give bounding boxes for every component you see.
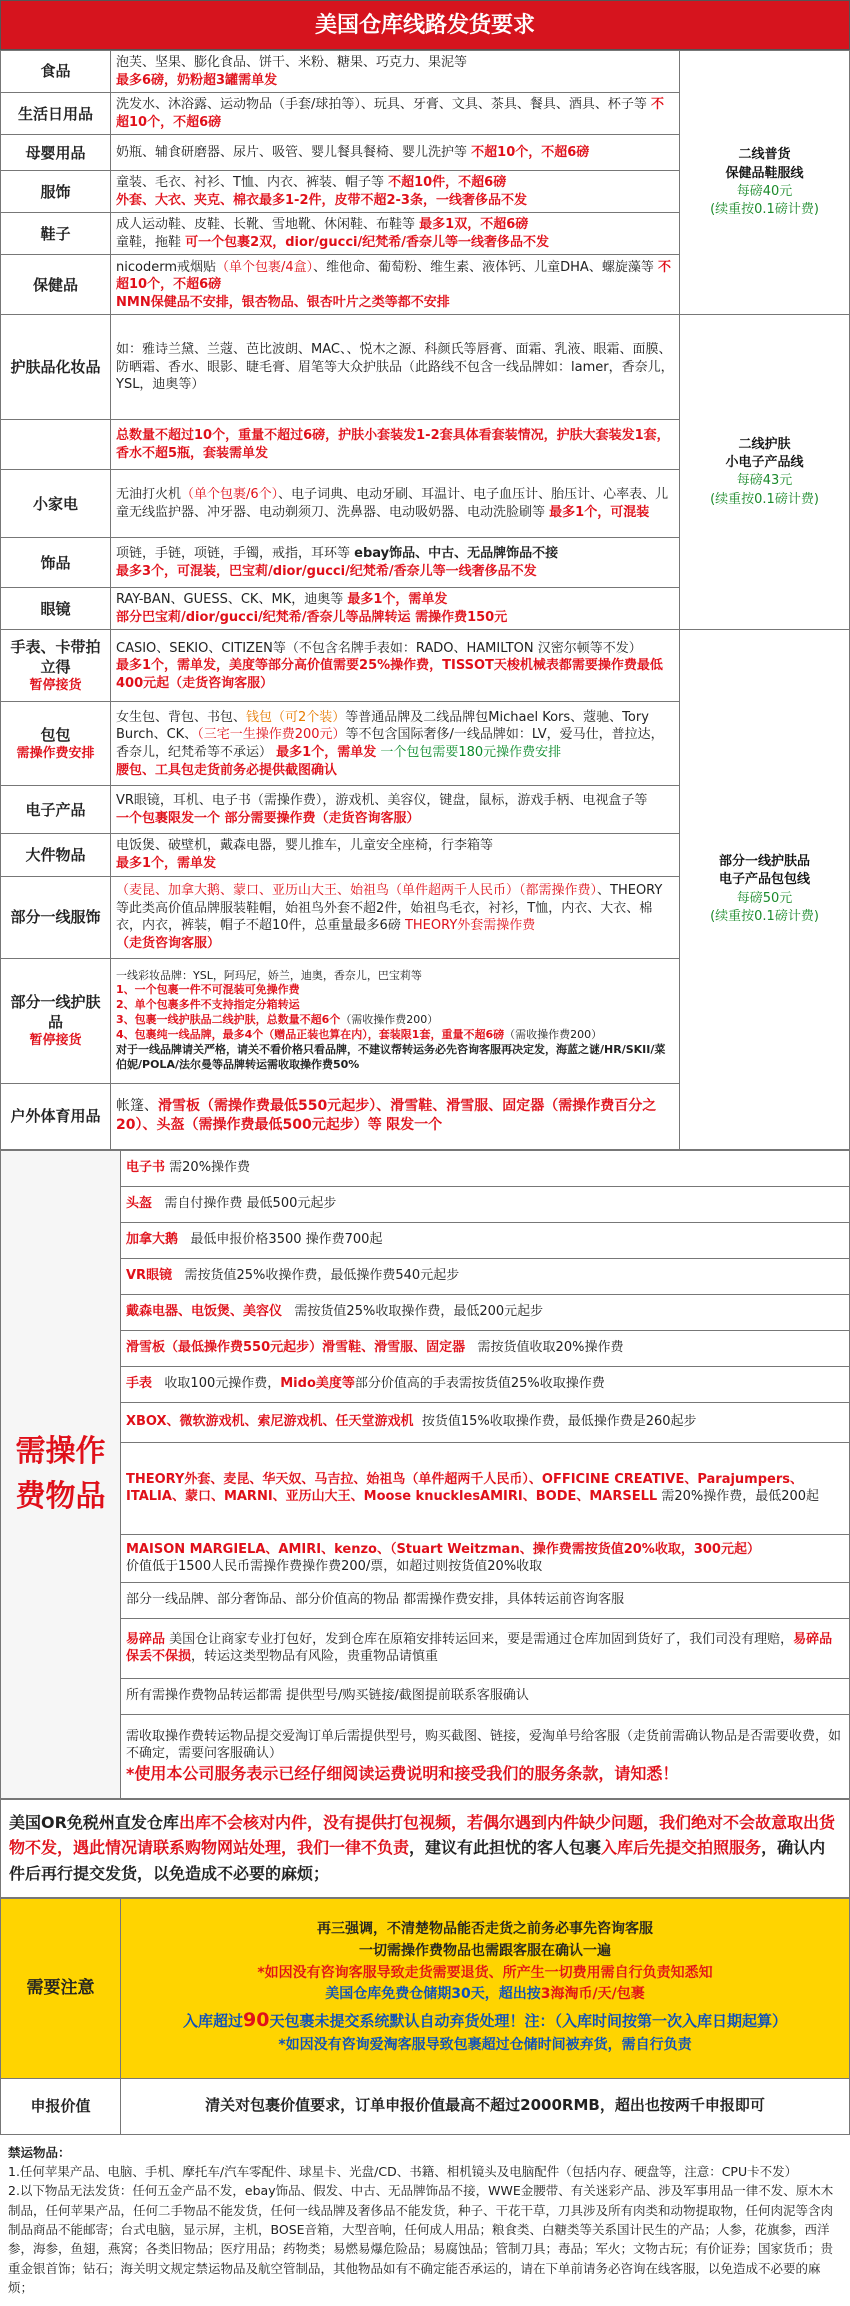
fee-desc-2: 部分价值高的手表需按货值25%收取操作费 <box>354 1376 605 1392</box>
category-label-empty <box>1 420 111 470</box>
fee-desc: 价值低于1500人民币需操作费操作费200/票，如超过则按货值20%收取 <box>126 1559 543 1575</box>
attention-line: 入库超过 <box>183 2011 244 2030</box>
rule-limit: 最多1双，不超6磅 <box>419 217 529 233</box>
fee-row <box>1 1582 850 1618</box>
fee-desc: 需20%操作费 <box>169 1160 251 1176</box>
line-price-note: (续重按0.1磅计费) <box>710 908 819 924</box>
rule-text-3: 等不包含国际奢侈/一线品牌如：LV，爱马仕，普拉达，香奈儿，纪梵希等不承运） <box>116 727 664 760</box>
category-label: 电子产品 <box>1 786 111 834</box>
rule-text: 童装、毛衣、衬衫、T恤、内衣、裤装、帽子等 <box>116 175 384 191</box>
notice-part: 遇此情况请联系购物网站处理，我们一律不负责 <box>73 1838 410 1858</box>
category-status: 暂停接货 <box>29 1033 82 1049</box>
fee-desc: 需自付操作费 最低500元起步 <box>164 1196 337 1212</box>
fee-warning: 易碎品保丢不保损 <box>126 1631 833 1665</box>
fee-desc: 需按货值25%收操作费，最低操作费540元起步 <box>184 1268 460 1284</box>
category-label: 小家电 <box>1 470 111 538</box>
fee-table <box>0 1150 850 1799</box>
rule-limit: 最多1个，需单发，美度等部分高价值需要25%操作费，TISSOT天梭机械表都需要操作费最低400元起（走货咨询客服） <box>116 658 663 691</box>
notice-text <box>1 1799 850 1897</box>
rule-limit: 不超10个，不超6磅 <box>116 259 671 293</box>
declare-row <box>1 2078 850 2134</box>
banned-line: 1.任何苹果产品、电脑、手机、摩托车/汽车零配件、球星卡、光盘/CD、书籍、相机镜头及电脑配件（包括内存、硬盘等，注意：CPU卡不发） <box>8 2163 798 2179</box>
line-price-note: (续重按0.1磅计费) <box>710 201 819 217</box>
rule-limit: 一个包裹限发一个 <box>116 810 221 826</box>
fee-item: 手表 <box>126 1376 153 1392</box>
fee-desc: 所有需操作费物品转运都需 提供型号/购买链接/截图提前联系客服确认 <box>126 1688 529 1704</box>
rule-item-4-fee: （需收操作费200） <box>504 1027 603 1041</box>
rule-item-1: 1、一个包裹一件不可混装可免操作费 <box>116 983 300 997</box>
category-label: 户外体育用品 <box>1 1083 111 1149</box>
fee-row <box>1 1294 850 1330</box>
rule-text: RAY-BAN、GUESS、CK、MK，迪奥等 <box>116 592 344 608</box>
rule-limit: 限发一个 <box>386 1117 443 1134</box>
category-label: 眼镜 <box>1 588 111 630</box>
rule-wallet: 钱包（可2个装） <box>246 709 346 725</box>
rule-exclusion: ebay饰品、中古、无品牌饰品不接 <box>354 546 559 562</box>
shipping-line-3 <box>680 630 850 1149</box>
fee-section-label: 需操作费物品 <box>1 1150 121 1798</box>
fee-desc: 部分一线品牌、部分奢饰品、部分价值高的物品 都需操作费安排，具体转运前咨询客服 <box>126 1592 625 1608</box>
row-watch <box>1 630 850 702</box>
rule-limit: 不超10个，不超6磅 <box>116 97 665 130</box>
attention-table <box>0 1898 850 2135</box>
attention-text <box>121 1898 850 2078</box>
category-label: 护肤品化妆品 <box>1 315 111 420</box>
notice-row <box>1 1799 850 1897</box>
rule-limit: 最多1个，需单发 <box>347 592 448 608</box>
banned-section <box>0 2135 850 2306</box>
fee-desc: 需20%操作费，最低200起 <box>661 1489 820 1505</box>
rule-text: 电饭煲、破壁机，戴森电器，婴儿推车，儿童安全座椅，行李箱等 <box>116 838 494 854</box>
category-label: 保健品 <box>1 255 111 315</box>
fee-item: 戴森电器、电饭煲、美容仪 <box>126 1304 283 1320</box>
fee-item: 加拿大鹅 <box>126 1232 179 1248</box>
fee-brand: Mido美度等 <box>280 1376 355 1392</box>
category-label <box>1 630 111 702</box>
fee-desc: 需按货值收取20%操作费 <box>477 1340 624 1356</box>
rule-fee: THEORY外套需操作费 <box>404 918 536 934</box>
rule-fee-note: （三宅一生操作费200元） <box>197 727 346 743</box>
row-food <box>1 51 850 93</box>
rule-limit: 最多1个，需单发 <box>116 856 217 872</box>
rule-note: 腰包、工具包走货前务必提供截图确认 <box>116 762 338 778</box>
attention-days: 90 <box>243 2008 270 2031</box>
category-name: 部分一线护肤品 <box>10 992 101 1031</box>
rule-note: 外套、大衣、夹克、棉衣最多1-2件，皮带不超2-3条，一线奢侈品不发 <box>116 192 527 208</box>
rule-text-2: 、电子词典、电动牙刷、耳温计、电子血压计、胎压计、心率表、儿童无线监护器、冲牙器、电动剃须刀、洗鼻器、电动吸奶器、电动洗脸刷等 <box>116 487 669 520</box>
category-label: 服饰 <box>1 171 111 213</box>
rule-text: 、THEORY等此类高价值品牌服装鞋帽，始祖鸟外套不超2件，始祖鸟毛衣，衬衫，T恤，内衣、大衣、棉衣，内衣，裤装，帽子不超10件，总重量最多6磅 <box>116 882 663 934</box>
fee-row <box>1 1618 850 1678</box>
fee-item: 头盔 <box>126 1196 153 1212</box>
fee-row <box>1 1222 850 1258</box>
fee-row <box>1 1330 850 1366</box>
row-skincare <box>1 315 850 420</box>
attention-row <box>1 1898 850 2078</box>
rule-limit: 最多6磅，奶粉超3罐需单发 <box>116 72 278 88</box>
attention-line: *如因没有咨询客服导致走货需要退货、所产生一切费用需自行负责知悉知 <box>257 1964 713 1981</box>
rule-brands: （麦昆、加拿大鹅、蒙口、亚历山大王、始祖鸟（单件超两千人民币）（都需操作费） <box>116 882 598 898</box>
notice-part: 美国OR免税州直发仓库 <box>9 1812 179 1832</box>
rule-limit: 最多3个，可混装，巴宝莉/dior/gucci/纪梵希/香奈儿等一线奢侈品不发 <box>116 563 537 579</box>
rule-text: nicoderm戒烟贴 <box>116 259 216 275</box>
rule-text: 成人运动鞋、皮鞋、长靴、雪地靴、休闲鞋、布鞋等 <box>116 217 416 233</box>
line-price-note: (续重按0.1磅计费) <box>710 491 819 507</box>
line-subname: 保健品鞋服线 <box>725 165 804 181</box>
fee-desc: 收取100元操作费， <box>164 1376 281 1392</box>
fee-row <box>1 1402 850 1442</box>
rule-qty: （单个包裹/4盒） <box>215 259 314 275</box>
banned-line: 2.以下物品无法发货：任何五金产品不发，ebay饰品、假发、中古、无品牌饰品不接，WWE金腰带、有关迷彩产品、涉及军事用品一律不发、原木木制品，任何苹果产品，任何二手物品不能发货，任何一线品牌及奢侈品不能发货，种子、干花干草，刀具涉及所有肉类和动物提取物，任何肉泥等含肉制品商品不能邮寄；台式电脑，显示屏，主机，BOSE音箱，大型音响，任何成人用品；粮食类、白糖类等关系国计民生的产品；人参，花旗参，西洋参，海参，鱼翅，燕窝；各类旧物品；医疗用品；药物类；易燃易爆危险品；易腐蚀品；管制刀具；毒品；军火；文物古玩；有价证券；国家货币；贵重金银首饰；钻石；海关明文规定禁运物品及航空管制品，其他物品如有不确定能否承运的，请在下单前请务必咨询在线客服，以免造成不必要的麻烦； <box>8 2183 834 2296</box>
notice-part: 出库不会核对内件，没有提供打包视频，若偶尔遇到内件缺少问题，我们绝对不会故意取出货物不发， <box>9 1812 835 1858</box>
rule-text-2: 等普通品牌及二线品牌包Michael Kors、蔻驰、Tory Burch、CK、 <box>116 709 649 743</box>
line-subname: 小电子产品线 <box>725 455 804 471</box>
rule-fee: 一个包包需要180元操作费安排 <box>380 744 562 760</box>
notice-part: ，确认内件后再行提交发货，以免造成不必要的麻烦； <box>9 1838 826 1883</box>
rule-text: CASIO、SEKIO、CITIZEN等（不包含名牌手表如：RADO、HAMILTON 汉密尔顿等不发） <box>116 640 642 656</box>
line-name: 二线普货 <box>738 147 791 163</box>
category-label: 鞋子 <box>1 213 111 255</box>
fee-desc: 按货值15%收取操作费，最低操作费是260起步 <box>421 1414 697 1430</box>
fee-desc: 最低申报价格3500 操作费700起 <box>190 1232 383 1248</box>
category-label: 母婴用品 <box>1 135 111 171</box>
fee-desc-2: ，转运这类型物品有风险，贵重物品请慎重 <box>191 1649 439 1665</box>
category-label: 食品 <box>1 51 111 93</box>
fee-desc: 需收取操作费转运物品提交爱淘订单后需提供型号，购买截图、链接，爱淘单号给客服（走货前需确认物品是否需要收费，如不确定，需要问客服确认） <box>126 1728 842 1762</box>
rule-text: 洗发水、沐浴露、运动物品（手套/球拍等）、玩具、牙膏、文具、茶具、餐具、酒具、杯子等 <box>116 97 647 113</box>
fee-item: 易碎品 <box>126 1631 166 1647</box>
rule-fee: 需操作费150元 <box>415 609 508 625</box>
line-name: 部分一线护肤品 <box>718 854 810 870</box>
fee-item: MAISON MARGIELA、AMIRI、kenzo、（Stuart Weitzman、操作费需按货值20%收取，300元起） <box>126 1541 760 1557</box>
rule-note: （走货咨询客服） <box>116 935 221 951</box>
rule-note: 部分巴宝莉/dior/gucci/纪梵希/香奈儿等品牌转运 <box>116 609 411 625</box>
rule-note: 可一个包裹2双，dior/gucci/纪梵希/香奈儿等一线奢侈品不发 <box>185 234 549 250</box>
category-label: 部分一线服饰 <box>1 876 111 958</box>
fee-row <box>1 1442 850 1534</box>
attention-line: *如因没有咨询爱淘客服导致包裹超过仓储时间被弃货，需自行负责 <box>278 2037 692 2054</box>
line-price: 每磅50元 <box>736 890 793 906</box>
rule-text: 帐篷、 <box>116 1098 158 1115</box>
rule-limit: 不超10件，不超6磅 <box>388 175 507 191</box>
fee-row <box>1 1366 850 1402</box>
fee-row <box>1 1186 850 1222</box>
fee-row <box>1 1714 850 1798</box>
rule-text: 女生包、背包、书包、 <box>116 709 247 725</box>
notice-part: 入库后先提交拍照服务 <box>601 1838 762 1858</box>
fee-row <box>1 1150 850 1186</box>
rule-text-2: 童鞋，拖鞋 <box>116 234 182 250</box>
line-price: 每磅40元 <box>736 183 793 199</box>
category-label <box>1 958 111 1083</box>
rule-note: 对于一线品牌请关严格，请关不看价格只看品牌，不建议帮转运务必先咨询客服再决定发，海蓝之谜/HR/SKII/菜伯妮/POLA/法尔曼等品牌转运需收取操作费50% <box>116 1042 666 1071</box>
fee-desc: 需按货值25%收取操作费，最低200元起步 <box>294 1304 544 1320</box>
line-subname: 电子产品包包线 <box>718 872 810 888</box>
rule-text: 泡芙、坚果、膨化食品、饼干、米粉、糖果、巧克力、果泥等 <box>116 55 468 70</box>
category-label <box>1 702 111 786</box>
attention-line: 再三强调，不清楚物品能否走货之前务必事先咨询客服 <box>317 1921 653 1938</box>
rule-text: 一线彩妆品牌：YSL，阿玛尼，娇兰，迪奥，香奈儿，巴宝莉等 <box>116 968 422 982</box>
rule-text: 如：雅诗兰黛、兰蔻、芭比波朗、MAC、、悦木之源、科颜氏等唇膏、面霜、乳液、眼霜、面膜、防晒霜、香水、眼影、睫毛膏、眉笔等大众护肤品（此路线不包含一线品牌如：lamer，香奈儿，YSL，迪奥等） <box>116 342 674 393</box>
fee-item: THEORY外套、麦昆、华天奴、马吉拉、始祖鸟（单件超两千人民币）、OFFICINE CREATIVE、Parajumpers、ITALIA、蒙口、MARNI、亚历山大王、Moose knucklesAMIRI、BODE、MARSELL <box>126 1471 803 1505</box>
notice-table <box>0 1799 850 1898</box>
rule-note: NMN保健品不安排，银杏物品、银杏叶片之类等都不安排 <box>116 294 450 310</box>
line-price: 每磅43元 <box>736 473 793 489</box>
category-label: 大件物品 <box>1 834 111 876</box>
attention-line: 一切需操作费物品也需跟客服在确认一遍 <box>359 1942 611 1959</box>
fee-desc: 美国仓让商家专业打包好，发到仓库在原箱安排转运回来，要是需通过仓库加固到货好了，我们司没有理赔， <box>169 1631 794 1647</box>
category-name: 包包 <box>40 726 71 745</box>
category-table <box>0 50 850 1150</box>
category-name: 手表、卡带拍立得 <box>10 637 101 677</box>
attention-line: 美国仓库免费仓储期30天，超出按 <box>325 1986 541 2003</box>
fee-item: 电子书 <box>126 1160 166 1176</box>
rule-text: 无油打火机 <box>116 487 182 503</box>
rule-item-4: 4、包裹纯一线品牌，最多4个（赠品正装也算在内），套装限1套，重量不超6磅 <box>116 1027 505 1041</box>
rule-limit: 最多1个，需单发 <box>276 744 377 760</box>
rule-item-3-fee: （需收操作费200） <box>340 1013 439 1027</box>
fee-item: VR眼镜 <box>126 1268 173 1284</box>
rule-fee: 滑雪板（需操作费最低550元起步）、滑雪鞋、滑雪服、固定器（需操作费百分之20）、头盔（需操作费最低500元起步）等 <box>116 1098 657 1134</box>
rule-limit: 总数量不超过10个，重量不超过6磅，护肤小套装发1-2套具体看套装情况，护肤大套装发1套，香水不超5瓶，套装需单发 <box>111 420 680 470</box>
attention-label: 需要注意 <box>1 1898 121 2078</box>
fee-item: 滑雪板（最低操作费550元起步）滑雪鞋、滑雪服、固定器 <box>126 1340 466 1356</box>
category-status: 需操作费安排 <box>16 746 95 762</box>
rule-qty: （单个包裹/6个） <box>181 487 279 503</box>
rule-item-2: 2、单个包裹多件不支持指定分箱转运 <box>116 998 300 1012</box>
fee-item: XBOX、微软游戏机、索尼游戏机、任天堂游戏机 <box>126 1414 414 1430</box>
fee-row <box>1 1258 850 1294</box>
page-title: 美国仓库线路发货要求 <box>0 0 850 50</box>
rule-limit: 最多1个，可混装 <box>549 504 650 520</box>
rule-text-2: 、维他命、葡萄粉、维生素、液体钙、儿童DHA、螺旋藻等 <box>313 259 654 275</box>
shipping-line-1 <box>680 51 850 315</box>
fee-row <box>1 1678 850 1714</box>
fee-row <box>1 1534 850 1582</box>
rule-text: VR眼镜，耳机、电子书（需操作费），游戏机、美容仪，键盘，鼠标，游戏手柄、电视盒子等 <box>116 793 648 809</box>
shipping-line-2 <box>680 315 850 630</box>
banned-title: 禁运物品： <box>8 2144 71 2160</box>
line-name: 二线护肤 <box>738 437 791 453</box>
category-label: 饰品 <box>1 538 111 588</box>
rule-text: 奶瓶、辅食研磨器、尿片、吸管、婴儿餐具餐椅、婴儿洗护等 <box>116 144 468 160</box>
category-status: 暂停接货 <box>29 678 82 694</box>
rule-note: 部分需要操作费（走货咨询客服） <box>224 810 420 826</box>
fee-terms-note: *使用本公司服务表示已经仔细阅读运费说明和接受我们的服务条款，请知悉！ <box>126 1763 679 1783</box>
rule-text: 项链，手链，项链，手镯，戒指，耳环等 <box>116 546 351 562</box>
rule-item-3: 3、包裹一线护肤品二线护肤，总数量不超6个 <box>116 1013 341 1027</box>
attention-line-value: 3海淘币/天/包裹 <box>540 1986 645 2003</box>
declare-text: 清关对包裹价值要求，订单申报价值最高不超过2000RMB，超出也按两千申报即可 <box>121 2078 850 2134</box>
notice-part: ，建议有此担忧的客人包裹 <box>409 1838 602 1858</box>
rule-limit: 不超10个，不超6磅 <box>471 144 590 160</box>
declare-label: 申报价值 <box>1 2078 121 2134</box>
category-label: 生活日用品 <box>1 93 111 135</box>
attention-line: 天包裹未提交系统默认自动弃货处理！注：（入库时间按第一次入库日期起算） <box>269 2011 787 2030</box>
